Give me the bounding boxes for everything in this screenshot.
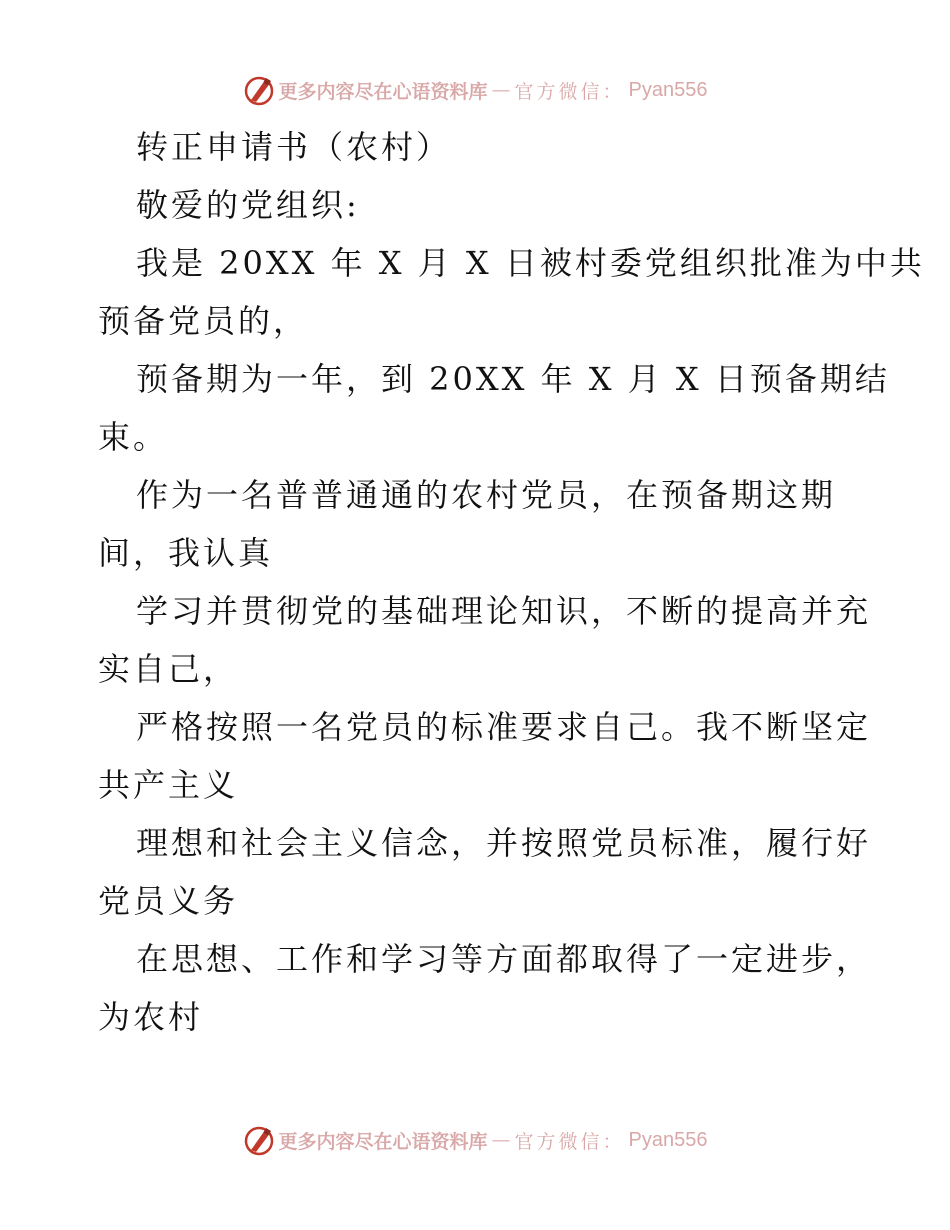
paragraph-line: 束。 [98,418,169,456]
paragraph-line: 理想和社会主义信念，并按照党员标准，履行好 [136,824,872,862]
header-watermark-banner [0,70,950,110]
paragraph-line: 在思想、工作和学习等方面都取得了一定进步， [136,940,872,978]
paragraph-line: 共产主义 [98,766,239,804]
paragraph-line: 为农村 [98,998,204,1036]
pen-logo-icon [243,1124,275,1156]
pen-logo-icon [243,74,275,106]
header-banner-wechat-label: 官方微信： [514,80,625,103]
footer-banner-text: 更多内容尽在心语资料库 [278,1130,488,1153]
header-banner-separator: — [491,79,511,101]
paragraph-line: 预备期为一年，到 20XX 年 X 月 X 日预备期结 [136,360,890,398]
paragraph-line: 实自己， [98,650,239,688]
footer-banner-wechat-id: Pyan556 [628,1128,708,1151]
paragraph-line: 预备党员的， [98,302,309,340]
header-banner-wechat-id: Pyan556 [628,78,708,101]
document-body [98,118,925,1046]
footer-watermark-banner [0,1120,950,1160]
paragraph-line: 党员义务 [98,882,239,920]
paragraph-line: 间，我认真 [98,534,274,572]
footer-banner-separator: — [491,1129,511,1151]
document-title: 转正申请书（农村） [136,128,452,166]
paragraph-line: 严格按照一名党员的标准要求自己。我不断坚定 [136,708,872,746]
salutation: 敬爱的党组织: [136,186,360,224]
paragraph-line: 学习并贯彻党的基础理论知识，不断的提高并充 [136,592,872,630]
header-banner-text: 更多内容尽在心语资料库 [278,80,488,103]
paragraph-line: 我是 20XX 年 X 月 X 日被村委党组织批准为中共 [136,244,925,282]
footer-banner-wechat-label: 官方微信： [514,1130,625,1153]
paragraph-line: 作为一名普普通通的农村党员，在预备期这期 [136,476,837,514]
